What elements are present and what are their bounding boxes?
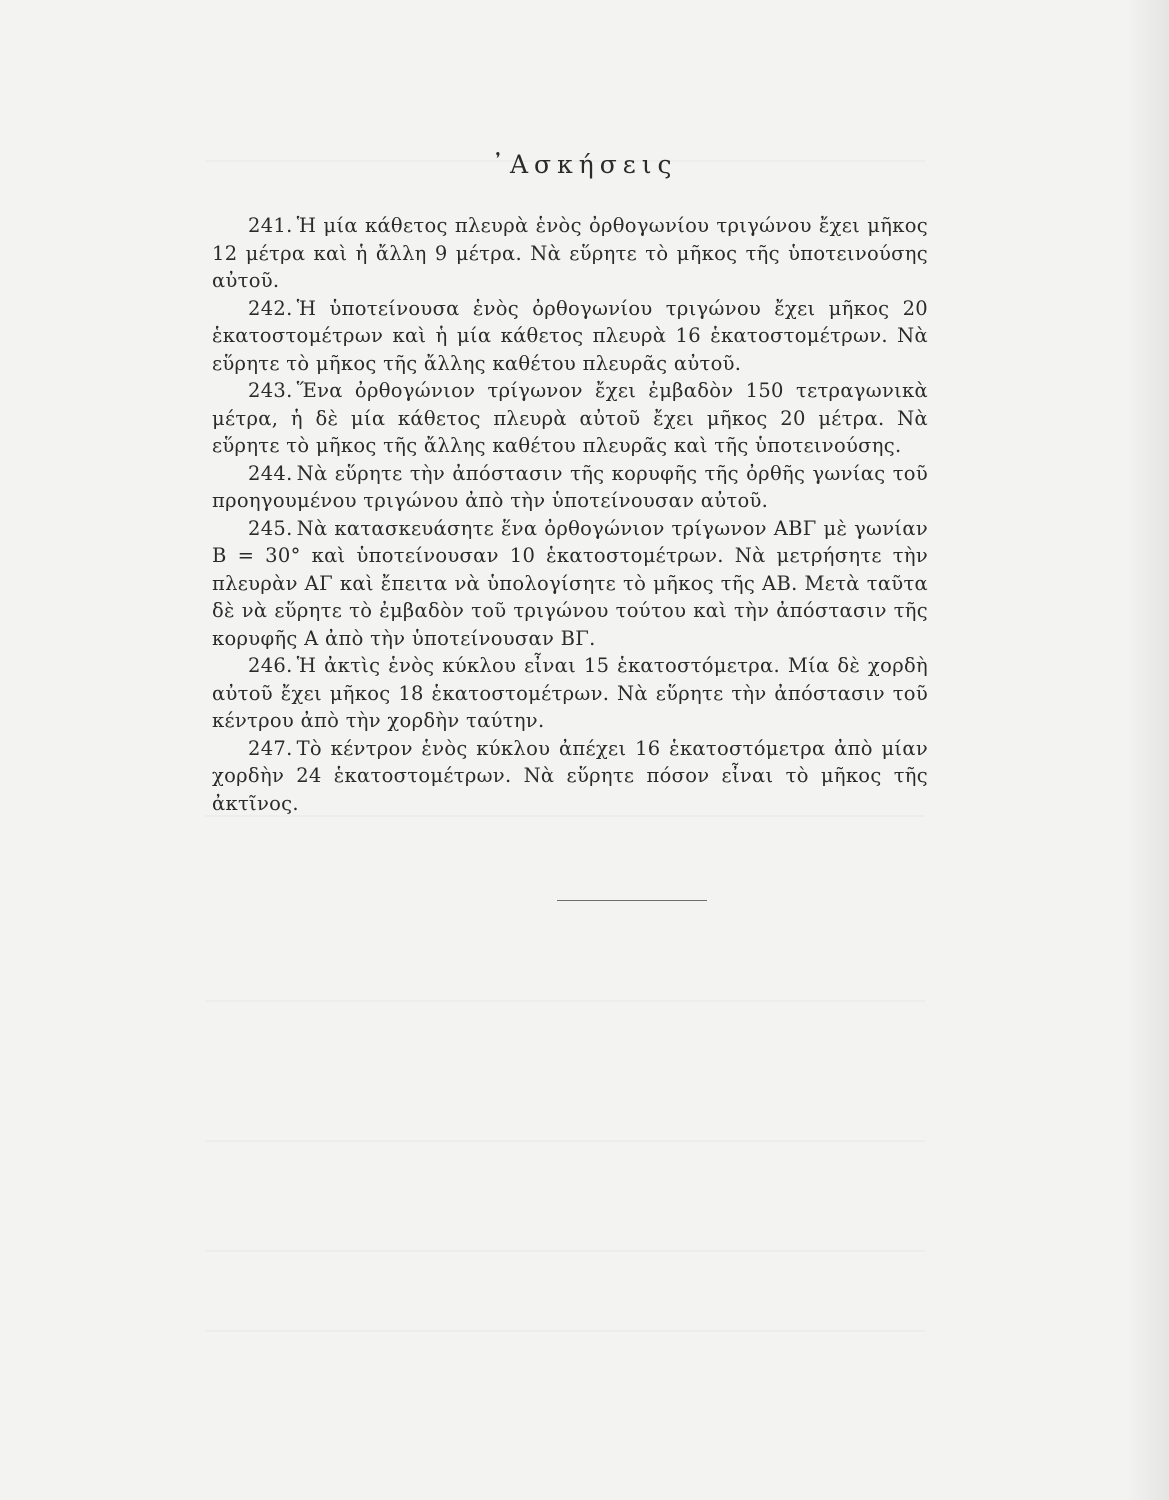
exercise-245	[212, 515, 928, 653]
exercise-text: Νὰ κατασκευάσητε ἕνα ὀρθογώνιον τρίγωνον ΑΒΓ μὲ γωνίαν Β = 30° καὶ ὑποτείνουσαν 10 ἑκατοστομέτρων. Νὰ μετρήσητε τὴν πλευρὰν ΑΓ καὶ ἔπειτα νὰ ὑπολογίσητε τὸ μῆκος τῆς ΑΒ. Μετὰ ταῦτα δὲ νὰ εὕρητε τὸ ἐμβαδὸν τοῦ τριγώνου τούτου καὶ τὴν ἀπόστασιν τῆς κορυφῆς Α ἀπὸ τὴν ὑποτείνουσαν ΒΓ.	[212, 516, 928, 650]
exercise-number: 245.	[248, 516, 293, 540]
exercise-243	[212, 377, 928, 460]
exercise-number: 243.	[248, 379, 293, 402]
exercise-list	[212, 212, 928, 817]
exercise-number: 242.	[248, 296, 293, 320]
exercise-number: 244.	[248, 461, 293, 485]
exercise-247	[212, 735, 928, 818]
bleed-through-line	[205, 1140, 925, 1142]
exercise-number: 247.	[248, 736, 293, 760]
exercise-number: 246.	[248, 654, 293, 677]
exercise-244	[212, 460, 928, 515]
page-edge-shadow	[1125, 0, 1169, 1500]
exercise-text: Τὸ κέντρον ἑνὸς κύκλου ἀπέχει 16 ἑκατοστόμετρα ἀπὸ μίαν χορδὴν 24 ἑκατοστομέτρων. Νὰ εὕρητε πόσον εἶναι τὸ μῆκος τῆς ἀκτῖνος.	[212, 736, 928, 815]
exercise-241	[212, 212, 928, 295]
exercise-text: Ἡ μία κάθετος πλευρὰ ἑνὸς ὀρθογωνίου τριγώνου ἔχει μῆκος 12 μέτρα καὶ ἡ ἄλλη 9 μέτρα. Νὰ εὕρητε τὸ μῆκος τῆς ὑποτεινούσης αὐτοῦ.	[212, 214, 928, 292]
page-heading: ᾿Ασκήσεις	[491, 150, 678, 179]
exercise-246	[212, 652, 928, 735]
exercise-242	[212, 295, 928, 378]
bleed-through-line	[205, 1250, 925, 1252]
exercise-text: Ἡ ὑποτείνουσα ἑνὸς ὀρθογωνίου τριγώνου ἔχει μῆκος 20 ἑκατοστομέτρων καὶ ἡ μία κάθετος πλευρὰ 16 ἑκατοστομέτρων. Νὰ εὕρητε τὸ μῆκος τῆς ἄλλης καθέτου πλευρᾶς αὐτοῦ.	[212, 296, 928, 375]
bleed-through-line	[205, 1330, 925, 1332]
exercise-text: Ἕνα ὀρθογώνιον τρίγωνον ἔχει ἐμβαδὸν 150 τετραγωνικὰ μέτρα, ἡ δὲ μία κάθετος πλευρὰ αὐτοῦ ἔχει μῆκος 20 μέτρα. Νὰ εὕρητε τὸ μῆκος τῆς ἄλλης καθέτου πλευρᾶς καὶ τῆς ὑποτεινούσης.	[212, 379, 928, 457]
exercise-text: Ἡ ἀκτὶς ἑνὸς κύκλου εἶναι 15 ἑκατοστόμετρα. Μία δὲ χορδὴ αὐτοῦ ἔχει μῆκος 18 ἑκατοστομέτρων. Νὰ εὕρητε τὴν ἀπόστασιν τοῦ κέντρου ἀπὸ τὴν χορδὴν ταύτην.	[212, 654, 928, 732]
exercise-number: 241.	[248, 214, 293, 237]
exercise-text: Νὰ εὕρητε τὴν ἀπόστασιν τῆς κορυφῆς τῆς ὀρθῆς γωνίας τοῦ προηγουμένου τριγώνου ἀπὸ τὴν ὑποτείνουσαν αὐτοῦ.	[212, 461, 928, 512]
section-divider	[557, 900, 707, 901]
bleed-through-line	[205, 1000, 925, 1002]
